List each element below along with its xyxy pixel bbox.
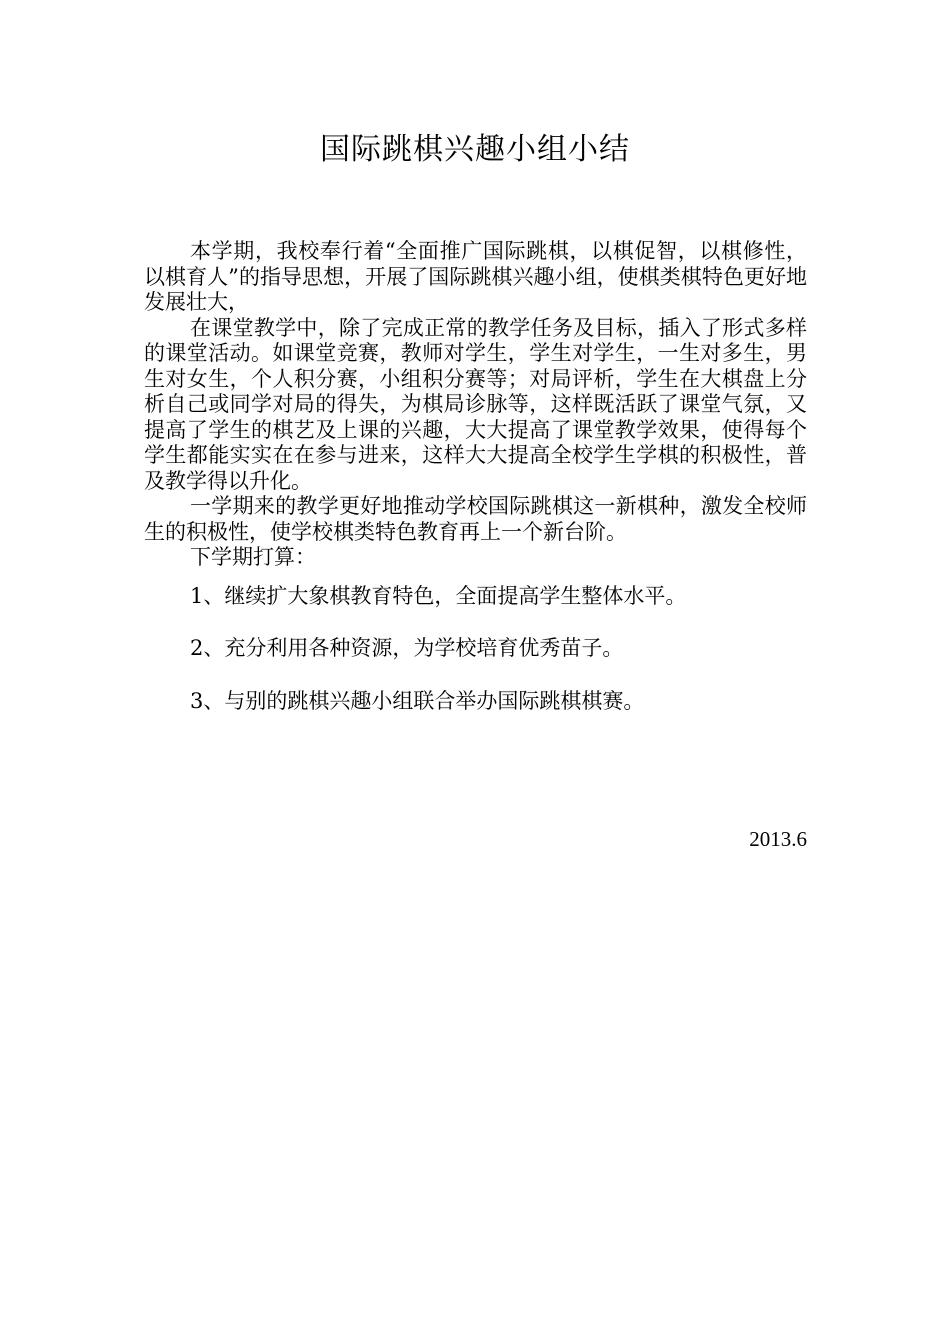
document-title: 国际跳棋兴趣小组小结	[320, 132, 630, 167]
plan-heading: 下学期打算：	[190, 545, 316, 569]
plan-list	[144, 584, 807, 715]
paragraph-summary: 一学期来的教学更好地推动学校国际跳棋这一新棋种，激发全校师生的积极性，使学校棋类特色教育再上一个新台阶。	[144, 494, 807, 544]
plan-item: 2、充分利用各种资源，为学校培育优秀苗子。	[190, 636, 624, 660]
paragraph-classroom: 在课堂教学中，除了完成正常的教学任务及目标，插入了形式多样的课堂活动。如课堂竞赛，教师对学生，学生对学生，一生对多生，男生对女生，个人积分赛，小组积分赛等；对局评析，学生在大棋盘上分析自己或同学对局的得失，为棋局诊脉等，这样既活跃了课堂气氛，又提高了学生的棋艺及上课的兴趣，大大提高了课堂教学效果，使得每个学生都能实实在在参与进来，这样大大提高全校学生学棋的积极性，普及教学得以升化。	[144, 315, 807, 493]
paragraph-intro: 本学期，我校奉行着“全面推广国际跳棋，以棋促智，以棋修性，以棋育人”的指导思想，开展了国际跳棋兴趣小组，使棋类棋特色更好地发展壮大，	[144, 239, 807, 314]
plan-item: 3、与别的跳棋兴趣小组联合举办国际跳棋棋赛。	[190, 688, 645, 713]
document-body	[144, 239, 807, 714]
document-date: 2013.6	[749, 827, 807, 851]
plan-item: 1、继续扩大象棋教育特色，全面提高学生整体水平。	[190, 583, 687, 608]
